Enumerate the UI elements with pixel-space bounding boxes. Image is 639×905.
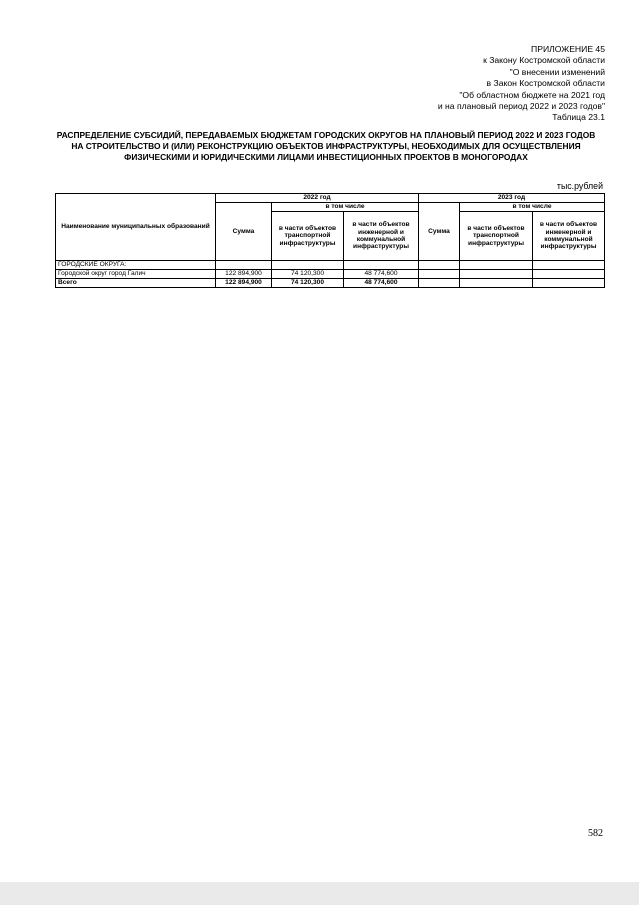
units-label: тыс.рублей bbox=[556, 181, 603, 191]
column-header-year-2023: 2023 год bbox=[419, 194, 605, 203]
row-name: ГОРОДСКИЕ ОКРУГА: bbox=[56, 261, 216, 270]
scan-footer-strip bbox=[0, 882, 639, 905]
column-header-transport-2023: в части объектов транспортной инфраструктуры bbox=[460, 212, 533, 261]
table-row bbox=[56, 261, 605, 270]
total-engineering-2022: 48 774,600 bbox=[344, 279, 419, 288]
cell-engineering-2022: 48 774,600 bbox=[344, 270, 419, 279]
row-name: Городской округ город Галич bbox=[56, 270, 216, 279]
column-header-sum-2022: Сумма bbox=[216, 203, 272, 261]
table-number: Таблица 23.1 bbox=[552, 112, 605, 123]
total-sum-2022: 122 894,900 bbox=[216, 279, 272, 288]
column-header-engineering-2022: в части объектов инженерной и коммунальной инфраструктуры bbox=[344, 212, 419, 261]
table-row bbox=[56, 270, 605, 279]
column-header-sum-2023: Сумма bbox=[419, 203, 460, 261]
cell-sum-2023 bbox=[419, 261, 460, 270]
subsidy-table bbox=[55, 193, 605, 288]
column-header-name: Наименование муниципальных образований bbox=[56, 194, 216, 261]
document-title: РАСПРЕДЕЛЕНИЕ СУБСИДИЙ, ПЕРЕДАВАЕМЫХ БЮДЖЕТАМ ГОРОДСКИХ ОКРУГОВ НА ПЛАНОВЫЙ ПЕРИОД 2022 И 2023 ГОДОВ НА СТРОИТЕЛЬСТВО И (ИЛИ) РЕКОНСТРУКЦИЮ ОБЪЕКТОВ ИНФРАСТРУКТУРЫ, НЕОБХОДИМЫХ ДЛЯ ОСУЩЕСТВЛЕНИЯ ФИЗИЧЕСКИМИ И ЮРИДИЧЕСКИМИ ЛИЦАМИ ИНВЕСТИЦИОННЫХ ПРОЕКТОВ В МОНОГОРОДАХ bbox=[56, 130, 596, 163]
annex-line: к Закону Костромской области bbox=[483, 55, 605, 66]
cell-engineering-2022 bbox=[344, 261, 419, 270]
cell-transport-2023 bbox=[460, 270, 533, 279]
column-header-year-2022: 2022 год bbox=[216, 194, 419, 203]
cell-engineering-2023 bbox=[533, 261, 605, 270]
annex-line: и на плановый период 2022 и 2023 годов" bbox=[437, 101, 605, 112]
total-transport-2023 bbox=[460, 279, 533, 288]
column-header-including-2022: в том числе bbox=[272, 203, 419, 212]
annex-line: ПРИЛОЖЕНИЕ 45 bbox=[531, 44, 605, 54]
column-header-including-2023: в том числе bbox=[460, 203, 605, 212]
cell-transport-2022 bbox=[272, 261, 344, 270]
cell-sum-2022 bbox=[216, 261, 272, 270]
cell-transport-2022: 74 120,300 bbox=[272, 270, 344, 279]
cell-sum-2023 bbox=[419, 270, 460, 279]
column-header-transport-2022: в части объектов транспортной инфраструктуры bbox=[272, 212, 344, 261]
total-sum-2023 bbox=[419, 279, 460, 288]
total-label: Всего bbox=[56, 279, 216, 288]
total-engineering-2023 bbox=[533, 279, 605, 288]
page-number: 582 bbox=[588, 828, 603, 839]
total-transport-2022: 74 120,300 bbox=[272, 279, 344, 288]
table-total-row bbox=[56, 279, 605, 288]
column-header-engineering-2023: в части объектов инженерной и коммунальной инфраструктуры bbox=[533, 212, 605, 261]
cell-transport-2023 bbox=[460, 261, 533, 270]
annex-header bbox=[305, 44, 605, 124]
annex-line: "О внесении изменений bbox=[509, 66, 605, 77]
cell-engineering-2023 bbox=[533, 270, 605, 279]
annex-line: в Закон Костромской области bbox=[486, 78, 605, 89]
cell-sum-2022: 122 894,900 bbox=[216, 270, 272, 279]
annex-line: "Об областном бюджете на 2021 год bbox=[459, 89, 605, 100]
